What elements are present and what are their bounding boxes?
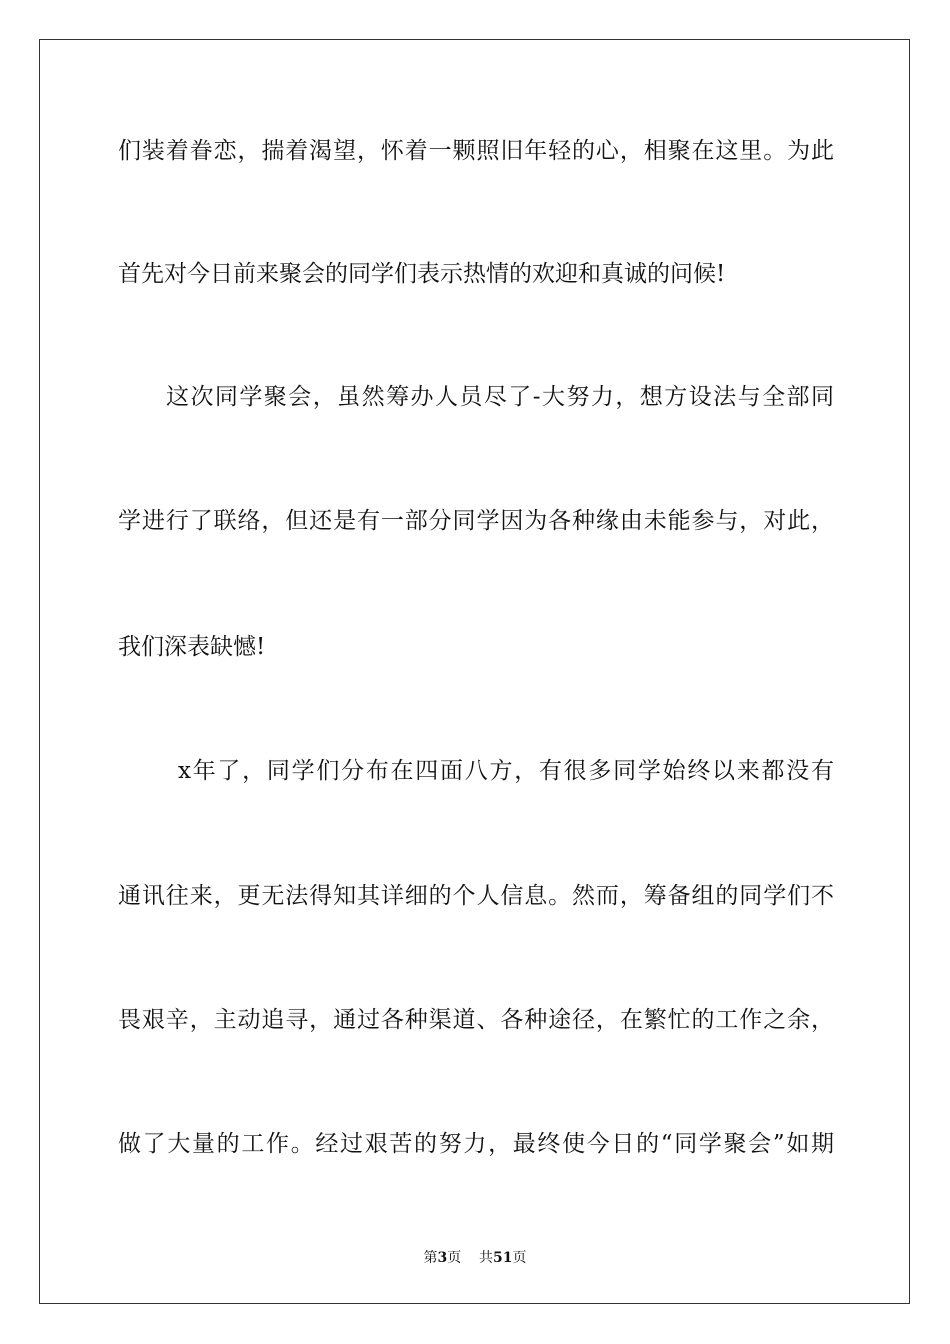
body-line-1: 们装着眷恋，揣着渴望，怀着一颗照旧年轻的心，相聚在这里。为此 [118, 138, 834, 164]
footer-total-suffix: 页 [512, 1250, 527, 1266]
footer-total-prefix: 共 [479, 1250, 494, 1266]
body-line-2: 首先对今日前来聚会的同学们表示热情的欢迎和真诚的问候! [118, 261, 726, 287]
body-line-7: 通讯往来，更无法得知其详细的个人信息。然而，筹备组的同学们不 [118, 883, 834, 909]
body-line-4: 学进行了联络，但还是有一部分同学因为各种缘由未能参与，对此， [118, 508, 834, 534]
footer-page-prefix: 第 [423, 1250, 438, 1266]
page-border [39, 39, 910, 1304]
body-line-5: 我们深表缺憾! [118, 634, 266, 660]
footer-page-number: 3 [437, 1250, 448, 1266]
footer-page-suffix: 页 [447, 1250, 462, 1266]
body-line-3: 这次同学聚会，虽然筹办人员尽了-大努力，想方设法与全部同 [166, 384, 834, 410]
page-footer [0, 1247, 950, 1267]
body-line-9: 做了大量的工作。经过艰苦的努力，最终使今日的“同学聚会”如期 [118, 1131, 834, 1157]
body-line-6: x年了，同学们分布在四面八方，有很多同学始终以来都没有 [178, 758, 834, 784]
body-line-8: 畏艰辛，主动追寻，通过各种渠道、各种途径，在繁忙的工作之余， [118, 1007, 834, 1033]
footer-total-pages: 51 [493, 1250, 513, 1266]
